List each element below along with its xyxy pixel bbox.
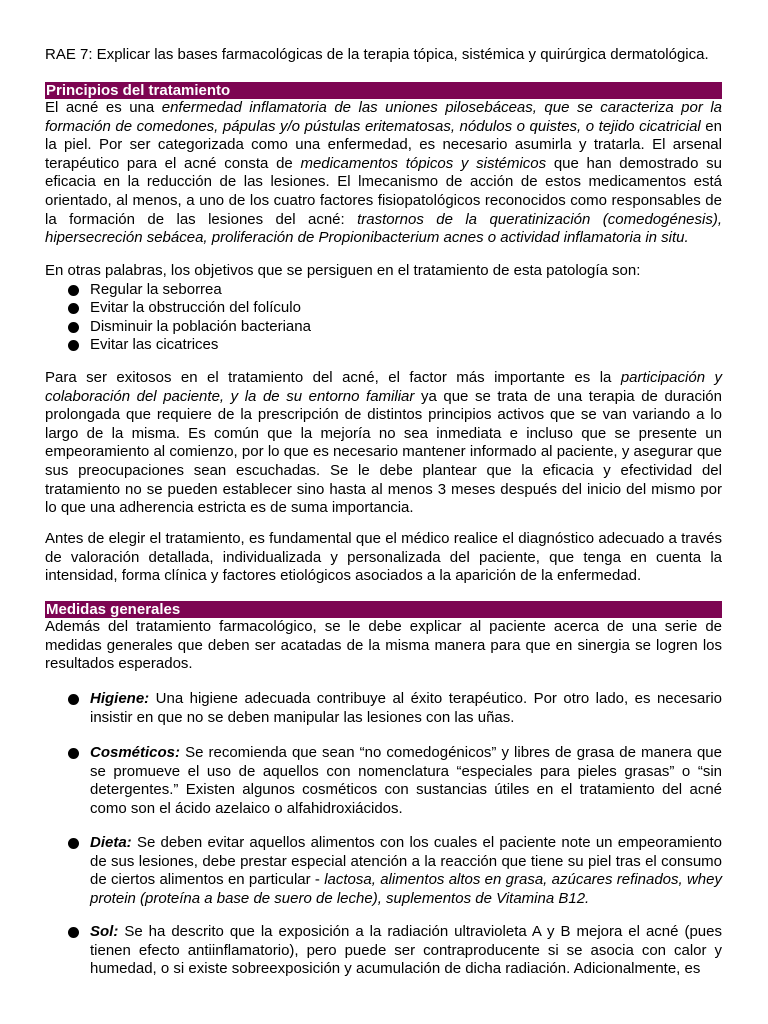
bullet-icon [68, 694, 79, 705]
list-item: Evitar la obstrucción del folículo [45, 299, 722, 318]
list-item: Evitar las cicatrices [45, 336, 722, 355]
measure-cosmeticos: Cosméticos: Se recomienda que sean “no comedogénicos” y libres de grasa de manera que se promueve el uso de aquellos con nomenclatura “especiales para pieles grasas” o “sin detergentes.” Existen algunos cosméticos con sustancias útiles en el tratamiento del acné como son el ácido azelaico o alfahidroxiácidos. [45, 744, 722, 818]
objectives-list [45, 281, 722, 355]
measure-dieta: Dieta: Se deben evitar aquellos alimentos con los cuales el paciente note un empeoramiento de sus lesiones, debe prestar especial atención a la reacción que tiene su piel tras el consumo de ciertos alimentos en particular - lactosa, alimentos altos en grasa, azúcares refinados, whey protein (proteína a base de suero de leche), suplementos de Vitamina B12. [45, 834, 722, 908]
bullet-icon [68, 285, 79, 296]
objectives-intro: En otras palabras, los objetivos que se persiguen en el tratamiento de esta patología son: [45, 262, 641, 279]
objectives-block [45, 262, 722, 355]
rae-objective: RAE 7: Explicar las bases farmacológicas de la terapia tópica, sistémica y quirúrgica dermatológica. [45, 46, 709, 63]
list-item: Disminuir la población bacteriana [45, 318, 722, 337]
bullet-icon [68, 340, 79, 351]
section-heading-medidas: Medidas generales [45, 601, 722, 618]
bullet-icon [68, 322, 79, 333]
list-item: Regular la seborrea [45, 281, 722, 300]
bullet-icon [68, 927, 79, 938]
bullet-icon [68, 303, 79, 314]
paragraph-diagnosis: Antes de elegir el tratamiento, es fundamental que el médico realice el diagnóstico adecuado a través de valoración detallada, individualizada y personalizada del paciente, que tenga en cuenta la intensidad, forma clínica y factores etiológicos asociados a la aparición de la enfermedad. [45, 530, 722, 585]
measure-sol: Sol: Se ha descrito que la exposición a la radiación ultravioleta A y B mejora el acné (pues tienen efecto antiinflamatorio), pero puede ser contraproducente si se asocia con calor y humedad, o si existe sobreexposición y acumulación de dicha radiación. Adicionalmente, es [45, 923, 722, 979]
section-principios [45, 82, 722, 248]
paragraph-acne-definition: El acné es una enfermedad inflamatoria de las uniones pilosebáceas, que se caracteriza por la formación de comedones, pápulas y/o pústulas eritematosas, nódulos o quistes, o tejido cicatricial en la piel. Por ser categorizada como una enfermedad, es necesario asumirla y tratarla. El arsenal terapéutico para el acné consta de medicamentos tópicos y sistémicos que han demostrado su eficacia en la reducción de las lesiones. El lmecanismo de acción de estos medicamentos está orientado, al menos, a uno de los cuatro factores fisiopatológicos reconocidos como responsables de la formación de las lesiones del acné: trastornos de la queratinización (comedogénesis), hipersecreción sebácea, proliferación de Propionibacterium acnes o actividad inflamatoria in situ. [45, 99, 723, 247]
bullet-icon [68, 838, 79, 849]
paragraph-patient-participation: Para ser exitosos en el tratamiento del acné, el factor más importante es la participación y colaboración del paciente, y la de su entorno familiar ya que se trata de una terapia de duración prolongada que requiere de la prescripción de distintos principios activos que se van variando a lo largo de la misma. Es común que la mejoría no sea inmediata e incluso que se presente un empeoramiento al comienzo, por lo que es necesario mantener informado al paciente, y asegurar que sus preocupaciones sean escuchadas. Se le debe plantear que la eficacia y efectividad del tratamiento no se pueden establecer sino hasta al menos 3 meses después del inicio del mismo por lo que una adherencia estricta es de suma importancia. [45, 369, 722, 517]
measure-higiene: Higiene: Una higiene adecuada contribuye al éxito terapéutico. Por otro lado, es necesario insistir en que no se deben manipular las lesiones con las uñas. [45, 690, 722, 727]
section-heading-principios: Principios del tratamiento [45, 82, 722, 99]
section-medidas [45, 601, 722, 674]
paragraph-medidas-intro: Además del tratamiento farmacológico, se le debe explicar al paciente acerca de una serie de medidas generales que deben ser acatadas de la misma manera para que en sinergia se logren los resultados esperados. [45, 618, 722, 673]
bullet-icon [68, 748, 79, 759]
